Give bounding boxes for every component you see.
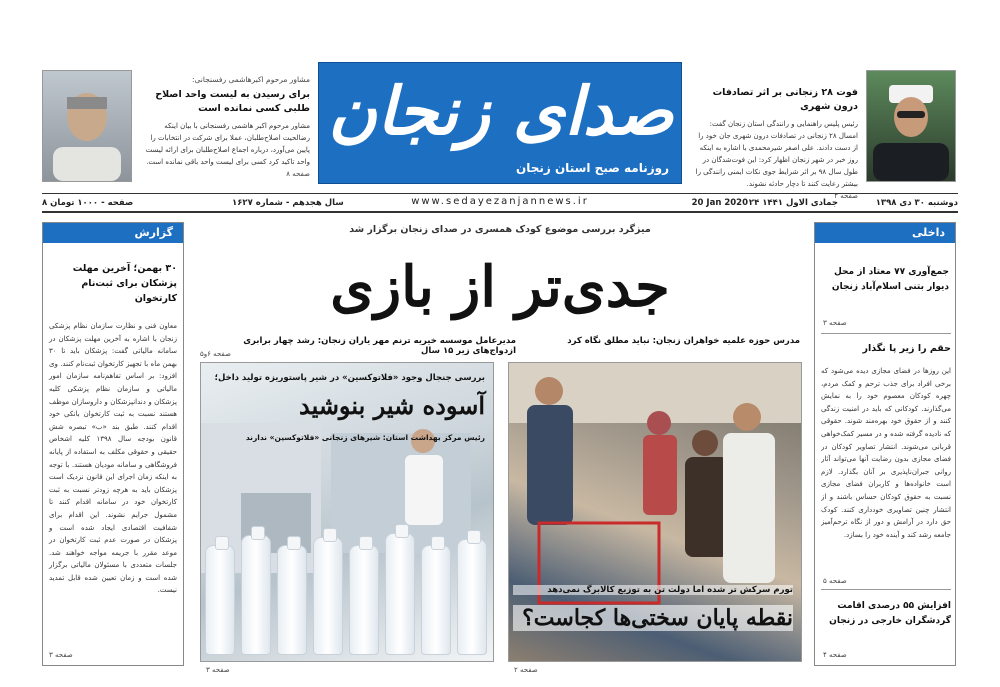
- date-gregorian: 20 Jan 2020: [691, 198, 748, 208]
- header-right-page-ref[interactable]: صفحه ۲: [834, 192, 858, 200]
- header-left-kicker: مشاور مرحوم اکبرهاشمی رفسنجانی:: [191, 75, 310, 84]
- left-column-report: [42, 222, 184, 666]
- masthead-logo: صدای زنجان: [328, 72, 674, 150]
- right-item2-page-ref[interactable]: صفحه ۵: [823, 577, 847, 585]
- tab-local[interactable]: داخلی: [815, 223, 955, 243]
- issue-info-bar: [42, 193, 958, 213]
- right-item2-body: این روزها در فضای مجازی دیده می‌شود که برخی افراد برای جذب ترحم و کمک مردم، چهره کودکان معصوم خود را به نمایش می‌گذارند. کودکانی که باید در امنیت زندگی کنند و از حقوق خود بهره‌مند شوند. حقوقی که نادیده گرفته شده و در مسیر کمک‌خواهی قربانی می‌شوند. انتشار تصاویر کودکان در فضای مجازی بدون رضایت آنها می‌تواند آثار روانی جبران‌ناپذیری بر آنان بگذارد. لازم است خانواده‌ها و کاربران فضای مجازی نسبت به حقوق کودکان حساس باشند و از انتشار چنین تصاویری خودداری کنند. کودک حق دارد در آرامش و دور از نگاه ترحم‌آمیز جامعه رشد کند و آینده خود را بسازد.: [821, 367, 951, 539]
- main-headline[interactable]: جدی‌تر از بازی: [330, 254, 670, 320]
- masthead-subtitle: روزنامه صبح استان زنجان: [515, 161, 669, 175]
- right-item1-page-ref[interactable]: صفحه ۳: [823, 319, 847, 327]
- milk-factory-photo[interactable]: [200, 362, 494, 662]
- shopping-photo-kicker: تورم سرکش تر شده اما دولت تن به توزیع کالابرگ نمی‌دهد: [513, 585, 793, 595]
- main-kicker: میزگرد بررسی موضوع کودک همسری در صدای زنجان برگزار شد: [349, 224, 651, 235]
- divider: [821, 589, 951, 590]
- portrait-photo-left: [42, 70, 132, 182]
- date-persian: دوشنبه ۳۰ دی ۱۳۹۸: [875, 198, 958, 208]
- date-hijri: ۲۴ جمادی الاول ۱۴۴۱: [748, 198, 838, 208]
- pages-price: ۸ صفحه - ۱۰۰۰ تومان: [42, 198, 134, 208]
- issue-number: سال هجدهم - شماره ۱۶۲۷: [232, 198, 344, 208]
- milk-photo-caption: رئیس مرکز بهداشت استان: شیرهای زنجانی «فلاتوکسین» ندارند: [245, 433, 485, 442]
- tab-report[interactable]: گزارش: [43, 223, 183, 243]
- shopping-photo-title[interactable]: نقطه پایان سختی‌ها کجاست؟: [513, 605, 793, 631]
- right-item1-title[interactable]: جمع‌آوری ۷۷ معتاد از محل دیوار بتنی اسلام‌آباد زنجان: [831, 267, 949, 292]
- main-sub-left: مدیرعامل موسسه خیریه ترنم مهر یاران زنجان: رشد چهار برابری ازدواج‌های زیر ۱۵ سال: [243, 336, 516, 356]
- right-column-local: [814, 222, 956, 666]
- shopping-photo-page-ref[interactable]: صفحه ۲: [514, 666, 538, 674]
- left-column-page-ref[interactable]: صفحه ۳: [49, 651, 73, 659]
- left-column-body: معاون فنی و نظارت سازمان نظام پزشکی زنجان با اشاره به آخرین مهلت پزشکان در سامانه مالیاتی گفت: پزشکان باید تا ۳۰ بهمن ماه با تجهیز کارتخوان ثبت‌نام کنند. وی افزود: بر اساس تفاهم‌نامه سازمان امور مالیاتی و سازمان نظام پزشکی کلیه پزشکان و دندانپزشکان و داروسازان موظف هستند نسبت به ثبت کارتخوان بانکی خود اقدام کنند. طبق بند «ب» تبصره شش قانون بودجه سال ۱۳۹۸ کلیه اشخاص حقیقی و حقوقی مکلف به استفاده از پایانه فروشگاهی و سامانه مودیان هستند. با توجه به اینکه زمان اجرای این قانون نزدیک است پزشکان باید به هرچه زودتر نسبت به ثبت کارتخوان خود در سامانه اقدام کنند تا مشمول جرایم نشوند. این اقدام برای شفافیت اقتصادی ایجاد شده است و پزشکان در صورت عدم ثبت کارتخوان در موعد مقرر با جریمه مواجه خواهند شد. جلسات متعددی با مسئولان مالیاتی برگزار شده است و زمان تعیین شده قابل تمدید نیست.: [49, 322, 177, 595]
- police-officer-portrait-icon: [867, 71, 955, 181]
- header-left-page-ref[interactable]: صفحه ۸: [286, 170, 310, 178]
- portrait-photo-right: [866, 70, 956, 182]
- person-portrait-icon: [43, 71, 131, 181]
- header-right-teaser: [692, 86, 858, 200]
- milk-photo-title[interactable]: آسوده شیر بنوشید: [298, 391, 485, 420]
- divider: [821, 333, 951, 334]
- main-page-ref[interactable]: صفحه ۶و۵: [200, 350, 231, 358]
- header-right-title[interactable]: فوت ۲۸ زنجانی بر اثر تصادفات درون شهری: [712, 87, 858, 112]
- right-item3-page-ref[interactable]: صفحه ۴: [823, 651, 847, 659]
- header-right-body: رئیس پلیس راهنمایی و رانندگی استان زنجان گفت: امسال ۲۸ زنجانی در تصادفات درون شهری جان خود را از دست دادند. علی اصغر شیرمحمدی با اشاره به اینکه روز خبر در شهر زنجان اظهار کرد: این فوت‌شدگان در طول سال ۹۸ بر اثر شرایط جوی نکات ایمنی رانندگی را بیشتر رعایت کنند تا دچار حادثه نشوند.: [695, 120, 858, 188]
- milk-photo-page-ref[interactable]: صفحه ۳: [206, 666, 230, 674]
- right-item2-title[interactable]: حقم را زیر پا نگذار: [862, 343, 951, 354]
- shopping-photo[interactable]: [508, 362, 802, 662]
- masthead-logo-box: [318, 62, 682, 184]
- milk-photo-kicker: بررسی جنجال وجود «فلاتوکسین» در شیر پاستوریزه تولید داخل؛: [214, 373, 485, 383]
- header-left-teaser: [140, 74, 310, 178]
- main-sub-right: مدرس حوزه علمیه خواهران زنجان: نباید مطلق نگاه کرد: [567, 336, 800, 346]
- website-url[interactable]: www.sedayezanjannews.ir: [411, 196, 589, 207]
- left-column-title[interactable]: ۳۰ بهمن؛ آخرین مهلت پزشکان برای ثبت‌نام کارتخوان: [72, 263, 177, 304]
- header-left-body: مشاور مرحوم اکبر هاشمی رفسنجانی با بیان اینکه رضالحیت اصلاح‌طلبان، عملا برای شرکت در انتخابات را پایین می‌آورد، درباره اجماع اصلاح‌طلبان برای ارائه لیست واحد تاکید کرد کسی برای لیست واحد باقی نمانده است.: [145, 122, 310, 166]
- header-left-title[interactable]: برای رسیدن به لیست واحد اصلاح طلبی کسی نمانده است: [155, 89, 310, 114]
- right-item3-title[interactable]: افزایش ۵۵ درصدی اقامت گردشگران خارجی در زنجان: [829, 601, 951, 626]
